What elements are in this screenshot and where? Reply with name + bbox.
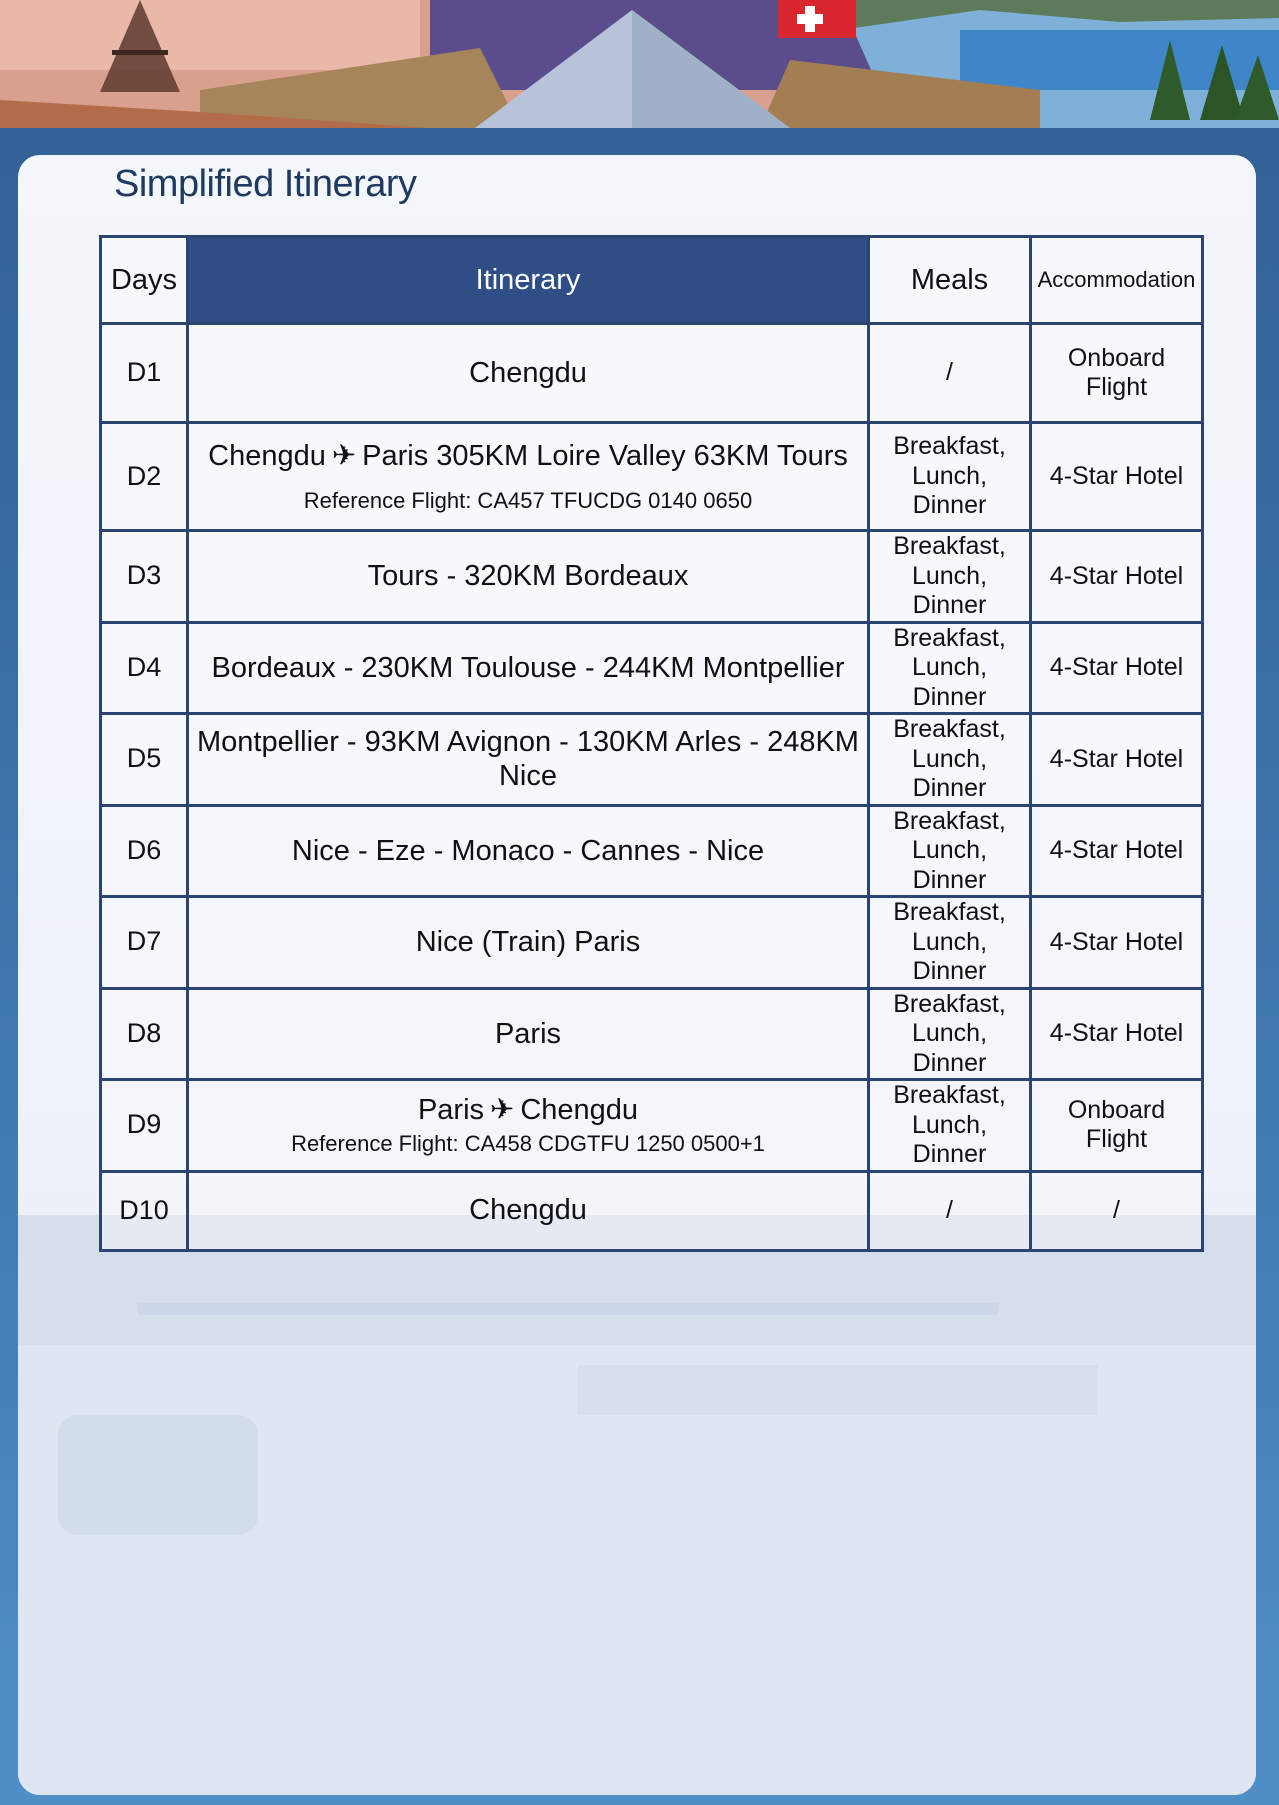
meals-cell: Breakfast, Lunch, Dinner: [869, 423, 1031, 531]
table-row: [101, 622, 1203, 714]
meals-cell: Breakfast, Lunch, Dinner: [869, 897, 1031, 989]
day-cell: D9: [101, 1080, 188, 1172]
day-cell: D3: [101, 531, 188, 623]
route-cell: [188, 1080, 869, 1172]
table-row: [101, 805, 1203, 897]
header-photo-banner: [0, 0, 1279, 128]
day-cell: D5: [101, 714, 188, 806]
route-cell: Nice (Train) Paris: [188, 897, 869, 989]
days-column-header: Days: [101, 237, 188, 324]
meals-cell: Breakfast, Lunch, Dinner: [869, 714, 1031, 806]
route-origin: Chengdu: [208, 440, 326, 473]
day-cell: D1: [101, 324, 188, 423]
itinerary-table: [99, 235, 1204, 1252]
meals-column-header: Meals: [869, 237, 1031, 324]
meals-cell: /: [869, 1171, 1031, 1250]
route-cell: Montpellier - 93KM Avignon - 130KM Arles - 248KM Nice: [188, 714, 869, 806]
airplane-icon: ✈: [490, 1094, 515, 1127]
route-cell: Paris: [188, 988, 869, 1080]
route-cell: Chengdu: [188, 1171, 869, 1250]
meals-cell: Breakfast, Lunch, Dinner: [869, 988, 1031, 1080]
accommodation-cell: 4-Star Hotel: [1031, 423, 1203, 531]
landmark-collage-image: [0, 0, 1279, 128]
accommodation-cell: 4-Star Hotel: [1031, 897, 1203, 989]
table-header-row: [101, 237, 1203, 324]
route-destination: Chengdu: [520, 1094, 639, 1127]
table-row: [101, 897, 1203, 989]
accommodation-cell: /: [1031, 1171, 1203, 1250]
table-row: [101, 988, 1203, 1080]
meals-cell: Breakfast, Lunch, Dinner: [869, 622, 1031, 714]
meals-cell: Breakfast, Lunch, Dinner: [869, 531, 1031, 623]
itinerary-column-header: Itinerary: [188, 237, 869, 324]
meals-cell: Breakfast, Lunch, Dinner: [869, 1080, 1031, 1172]
accommodation-cell: 4-Star Hotel: [1031, 531, 1203, 623]
day-cell: D10: [101, 1171, 188, 1250]
table-row: [101, 531, 1203, 623]
accommodation-column-header: Accommodation: [1031, 237, 1203, 324]
route-cell: Tours - 320KM Bordeaux: [188, 531, 869, 623]
table-row: [101, 423, 1203, 531]
day-cell: D8: [101, 988, 188, 1080]
meals-cell: /: [869, 324, 1031, 423]
route-cell: Nice - Eze - Monaco - Cannes - Nice: [188, 805, 869, 897]
accommodation-cell: Onboard Flight: [1031, 324, 1203, 423]
table-row: [101, 714, 1203, 806]
accommodation-cell: 4-Star Hotel: [1031, 714, 1203, 806]
reference-flight-note: Reference Flight: CA457 TFUCDG 0140 0650: [303, 487, 753, 513]
day-cell: D4: [101, 622, 188, 714]
reference-flight-note: Reference Flight: CA458 CDGTFU 1250 0500+1: [291, 1131, 765, 1157]
table-row: [101, 1080, 1203, 1172]
accommodation-cell: 4-Star Hotel: [1031, 988, 1203, 1080]
accommodation-cell: 4-Star Hotel: [1031, 622, 1203, 714]
meals-cell: Breakfast, Lunch, Dinner: [869, 805, 1031, 897]
route-origin: Paris: [417, 1094, 485, 1127]
day-cell: D7: [101, 897, 188, 989]
accommodation-cell: Onboard Flight: [1031, 1080, 1203, 1172]
route-destination: Paris 305KM Loire Valley 63KM Tours: [362, 440, 848, 473]
page-title: Simplified Itinerary: [114, 163, 417, 205]
table-row: [101, 1171, 1203, 1250]
day-cell: D2: [101, 423, 188, 531]
itinerary-card: [18, 155, 1256, 1795]
route-cell: Bordeaux - 230KM Toulouse - 244KM Montpellier: [188, 622, 869, 714]
table-row: [101, 324, 1203, 423]
day-cell: D6: [101, 805, 188, 897]
airplane-icon: ✈: [331, 440, 357, 473]
route-cell: [188, 423, 869, 531]
route-cell: Chengdu: [188, 324, 869, 423]
accommodation-cell: 4-Star Hotel: [1031, 805, 1203, 897]
